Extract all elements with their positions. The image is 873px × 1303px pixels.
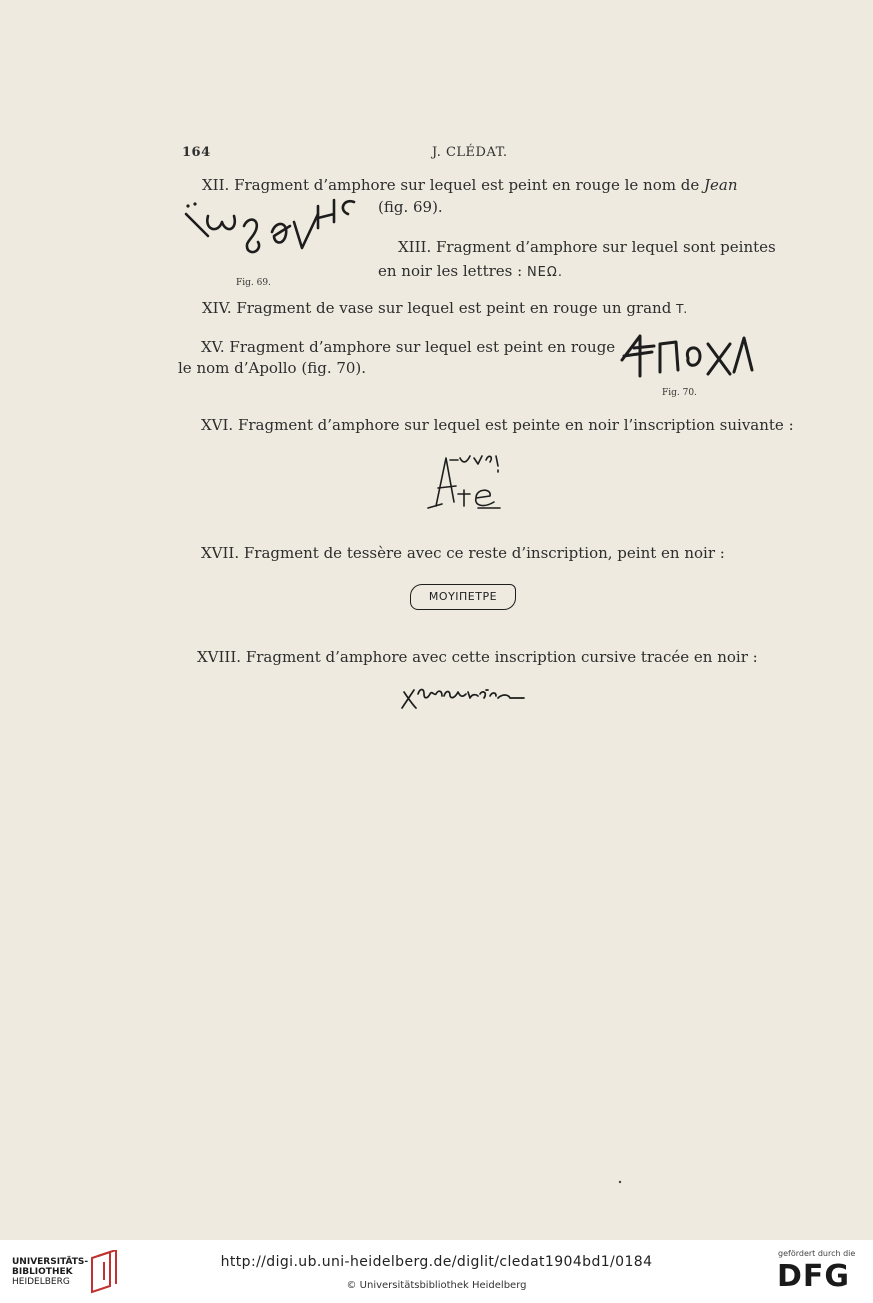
library-line2: BIBLIOTHEK bbox=[12, 1267, 73, 1277]
library-line3: HEIDELBERG bbox=[12, 1277, 70, 1287]
entry-xiii-letters: ΝΕΩ. bbox=[526, 265, 563, 280]
entry-xii-line1 bbox=[202, 175, 737, 195]
dfg-logo: DFG bbox=[777, 1259, 851, 1294]
entry-xiv-text: XIV. Fragment de vase sur lequel est peint en rouge un grand bbox=[202, 299, 672, 317]
entry-xiii-line1: XIII. Fragment d’amphore sur lequel sont peintes bbox=[398, 238, 776, 256]
footer-bar bbox=[0, 1240, 873, 1303]
entry-xiv-line1 bbox=[202, 298, 687, 319]
library-line1: UNIVERSITÄTS- bbox=[12, 1257, 89, 1267]
permalink-url[interactable]: http://digi.ub.uni-heidelberg.de/diglit/cledat1904bd1/0184 bbox=[220, 1254, 653, 1270]
running-head: J. CLÉDAT. bbox=[432, 145, 508, 160]
entry-xvi-line1: XVI. Fragment d’amphore sur lequel est peinte en noir l’inscription suivante : bbox=[201, 416, 794, 434]
entry-xii-line2: (fig. 69). bbox=[378, 198, 443, 216]
entry-xv-line2: le nom d’Apollo (fig. 70). bbox=[178, 359, 367, 377]
page-number: 164 bbox=[182, 145, 211, 160]
entry-xviii-line1: XVIII. Fragment d’amphore avec cette inscription cursive tracée en noir : bbox=[197, 648, 758, 666]
copyright-notice: © Universitätsbibliothek Heidelberg bbox=[346, 1280, 527, 1291]
fig-70-caption: Fig. 70. bbox=[662, 388, 697, 398]
entry-xii-jean: Jean bbox=[703, 176, 738, 194]
entry-xii-text: XII. Fragment d’amphore sur lequel est peint en rouge le nom de bbox=[202, 176, 700, 194]
entry-xv-line1: XV. Fragment d’amphore sur lequel est peint en rouge bbox=[201, 338, 616, 356]
scan-speck bbox=[618, 1180, 622, 1184]
fig-70-inscription bbox=[620, 330, 754, 382]
fig-69-caption: Fig. 69. bbox=[236, 278, 271, 288]
entry-xvii-line1: XVII. Fragment de tessère avec ce reste d’inscription, peint en noir : bbox=[201, 544, 725, 562]
xvii-tessera-inscription: ΜΟΥΙΠΕΤΡΕ bbox=[410, 584, 516, 610]
funding-label: gefördert durch die bbox=[778, 1249, 856, 1258]
fig-69-inscription bbox=[178, 196, 358, 276]
xviii-cursive-inscription bbox=[398, 684, 528, 714]
entry-xiii-text: en noir les lettres : bbox=[378, 262, 523, 280]
entry-xiii-line2 bbox=[378, 261, 563, 283]
entry-xiv-letter: Τ. bbox=[676, 302, 688, 316]
xvi-inscription bbox=[424, 450, 508, 514]
